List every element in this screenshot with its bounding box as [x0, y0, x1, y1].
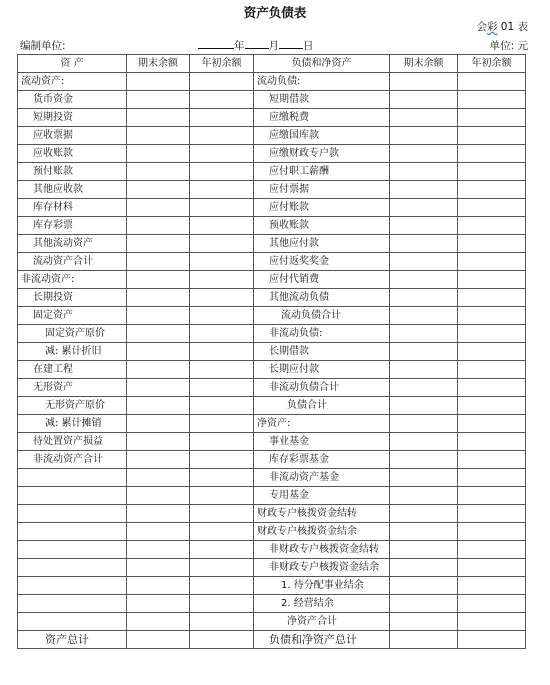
liability-opening-balance-cell[interactable]: [458, 145, 526, 163]
asset-ending-balance-cell[interactable]: [127, 145, 190, 163]
asset-ending-balance-cell[interactable]: [127, 613, 190, 631]
liability-ending-balance-cell[interactable]: [390, 505, 458, 523]
asset-opening-balance-cell[interactable]: [190, 523, 254, 541]
asset-ending-balance-cell[interactable]: [127, 487, 190, 505]
asset-opening-balance-cell[interactable]: [190, 181, 254, 199]
asset-ending-balance-cell[interactable]: [127, 343, 190, 361]
liability-item-label: 应缴财政专户款: [254, 145, 390, 163]
liability-ending-balance-cell[interactable]: [390, 217, 458, 235]
asset-opening-balance-cell[interactable]: [190, 361, 254, 379]
liability-opening-balance-cell[interactable]: [458, 181, 526, 199]
liability-item-label: 库存彩票基金: [254, 451, 390, 469]
asset-opening-balance-cell[interactable]: [190, 451, 254, 469]
liability-item-label: 非财政专户核拨资金结转: [254, 541, 390, 559]
asset-ending-balance-cell[interactable]: [127, 595, 190, 613]
asset-opening-balance-cell[interactable]: [190, 613, 254, 631]
liability-item-label: 财政专户核拨资金结转: [254, 505, 390, 523]
liability-ending-balance-cell[interactable]: [390, 469, 458, 487]
liability-ending-balance-cell[interactable]: [390, 397, 458, 415]
table-row: [18, 307, 526, 325]
liability-ending-balance-cell[interactable]: [390, 235, 458, 253]
liability-ending-balance-cell[interactable]: [390, 325, 458, 343]
liability-ending-balance-cell[interactable]: [390, 127, 458, 145]
table-row: [18, 433, 526, 451]
asset-item-label: 应收票据: [18, 127, 127, 145]
liability-item-label: 专用基金: [254, 487, 390, 505]
liability-item-label: 1. 待分配事业结余: [254, 577, 390, 595]
liability-ending-balance-cell[interactable]: [390, 199, 458, 217]
header-ending-balance: 期末余额: [390, 55, 458, 73]
asset-ending-balance-cell[interactable]: [127, 361, 190, 379]
liability-ending-balance-cell[interactable]: [390, 73, 458, 91]
asset-item-label: [18, 541, 127, 559]
asset-opening-balance-cell[interactable]: [190, 559, 254, 577]
header-assets: 资 产: [18, 55, 127, 73]
liability-opening-balance-cell[interactable]: [458, 397, 526, 415]
liability-ending-balance-cell[interactable]: [390, 343, 458, 361]
asset-opening-balance-cell[interactable]: [190, 73, 254, 91]
asset-ending-balance-cell[interactable]: [127, 289, 190, 307]
asset-ending-balance-cell[interactable]: [127, 451, 190, 469]
liability-opening-balance-cell[interactable]: [458, 577, 526, 595]
liability-ending-balance-cell[interactable]: [390, 181, 458, 199]
liability-ending-balance-cell[interactable]: [390, 613, 458, 631]
asset-opening-balance-cell[interactable]: [190, 91, 254, 109]
asset-opening-balance-cell[interactable]: [190, 505, 254, 523]
table-row: [18, 271, 526, 289]
liability-item-label: 非财政专户核拨资金结余: [254, 559, 390, 577]
table-row: [18, 397, 526, 415]
liability-opening-balance-cell[interactable]: [458, 325, 526, 343]
asset-opening-balance-cell[interactable]: [190, 487, 254, 505]
liability-item-label: 其他应付款: [254, 235, 390, 253]
liability-opening-balance-cell[interactable]: [458, 127, 526, 145]
liability-ending-balance-cell[interactable]: [390, 415, 458, 433]
header-opening-balance: 年初余额: [190, 55, 254, 73]
asset-ending-balance-cell[interactable]: [127, 127, 190, 145]
asset-item-label: 其他应收款: [18, 181, 127, 199]
asset-item-label: 减: 累计折旧: [18, 343, 127, 361]
asset-opening-balance-cell[interactable]: [190, 631, 254, 649]
asset-opening-balance-cell[interactable]: [190, 433, 254, 451]
table-row: [18, 487, 526, 505]
table-row: [18, 73, 526, 91]
liability-opening-balance-cell[interactable]: [458, 343, 526, 361]
asset-ending-balance-cell[interactable]: [127, 577, 190, 595]
asset-ending-balance-cell[interactable]: [127, 109, 190, 127]
asset-item-label: 库存彩票: [18, 217, 127, 235]
table-row: [18, 343, 526, 361]
liability-ending-balance-cell[interactable]: [390, 559, 458, 577]
asset-opening-balance-cell[interactable]: [190, 469, 254, 487]
liability-opening-balance-cell[interactable]: [458, 91, 526, 109]
table-row: [18, 523, 526, 541]
asset-item-label: 应收账款: [18, 145, 127, 163]
asset-ending-balance-cell[interactable]: [127, 217, 190, 235]
balance-sheet-table: [17, 54, 526, 649]
page-title: 资产负债表: [243, 5, 307, 20]
table-row: [18, 505, 526, 523]
asset-item-label: [18, 469, 127, 487]
asset-item-label: 流动资产:: [18, 73, 127, 91]
asset-opening-balance-cell[interactable]: [190, 397, 254, 415]
liability-ending-balance-cell[interactable]: [390, 577, 458, 595]
table-row: [18, 415, 526, 433]
liability-item-label: 流动负债合计: [254, 307, 390, 325]
liability-item-label: 净资产合计: [254, 613, 390, 631]
asset-ending-balance-cell[interactable]: [127, 163, 190, 181]
table-row: [18, 379, 526, 397]
asset-item-label: 减: 累计摊销: [18, 415, 127, 433]
asset-opening-balance-cell[interactable]: [190, 199, 254, 217]
liability-ending-balance-cell[interactable]: [390, 631, 458, 649]
asset-item-label: [18, 613, 127, 631]
table-row: [18, 253, 526, 271]
liability-item-label: 长期借款: [254, 343, 390, 361]
liability-item-label: 短期借款: [254, 91, 390, 109]
asset-ending-balance-cell[interactable]: [127, 235, 190, 253]
liability-opening-balance-cell[interactable]: [458, 253, 526, 271]
asset-opening-balance-cell[interactable]: [190, 577, 254, 595]
table-row: [18, 109, 526, 127]
liability-item-label: 应付票据: [254, 181, 390, 199]
liability-ending-balance-cell[interactable]: [390, 253, 458, 271]
liability-item-label: 非流动负债合计: [254, 379, 390, 397]
liability-item-label: 应付职工薪酬: [254, 163, 390, 181]
asset-opening-balance-cell[interactable]: [190, 325, 254, 343]
asset-ending-balance-cell[interactable]: [127, 271, 190, 289]
asset-ending-balance-cell[interactable]: [127, 325, 190, 343]
liability-opening-balance-cell[interactable]: [458, 487, 526, 505]
liability-ending-balance-cell[interactable]: [390, 361, 458, 379]
asset-ending-balance-cell[interactable]: [127, 181, 190, 199]
asset-opening-balance-cell[interactable]: [190, 127, 254, 145]
liability-item-label: 财政专户核拨资金结余: [254, 523, 390, 541]
asset-ending-balance-cell[interactable]: [127, 433, 190, 451]
table-row: [18, 595, 526, 613]
asset-ending-balance-cell[interactable]: [127, 253, 190, 271]
table-row: [18, 199, 526, 217]
table-row: [18, 289, 526, 307]
liability-item-label: 长期应付款: [254, 361, 390, 379]
header-ending-balance: 期末余额: [127, 55, 190, 73]
liability-item-label: 应付账款: [254, 199, 390, 217]
asset-ending-balance-cell[interactable]: [127, 73, 190, 91]
asset-item-label: [18, 577, 127, 595]
liability-ending-balance-cell[interactable]: [390, 271, 458, 289]
asset-ending-balance-cell[interactable]: [127, 505, 190, 523]
liability-item-label: 非流动负债:: [254, 325, 390, 343]
liability-item-label: 净资产:: [254, 415, 390, 433]
table-row: [18, 145, 526, 163]
asset-ending-balance-cell[interactable]: [127, 397, 190, 415]
liability-opening-balance-cell[interactable]: [458, 73, 526, 91]
header-opening-balance: 年初余额: [458, 55, 526, 73]
asset-item-label: [18, 487, 127, 505]
liability-item-label: 应缴税费: [254, 109, 390, 127]
liability-opening-balance-cell[interactable]: [458, 433, 526, 451]
asset-item-label: [18, 505, 127, 523]
asset-opening-balance-cell[interactable]: [190, 379, 254, 397]
liability-opening-balance-cell[interactable]: [458, 289, 526, 307]
asset-ending-balance-cell[interactable]: [127, 415, 190, 433]
liability-ending-balance-cell[interactable]: [390, 451, 458, 469]
liability-item-label: 2. 经营结余: [254, 595, 390, 613]
liability-opening-balance-cell[interactable]: [458, 217, 526, 235]
asset-opening-balance-cell[interactable]: [190, 145, 254, 163]
liability-ending-balance-cell[interactable]: [390, 163, 458, 181]
asset-opening-balance-cell[interactable]: [190, 235, 254, 253]
table-row: [18, 469, 526, 487]
liability-opening-balance-cell[interactable]: [458, 595, 526, 613]
asset-ending-balance-cell[interactable]: [127, 541, 190, 559]
asset-item-label: 无形资产原价: [18, 397, 127, 415]
liability-item-label: 非流动资产基金: [254, 469, 390, 487]
liability-opening-balance-cell[interactable]: [458, 199, 526, 217]
liability-opening-balance-cell[interactable]: [458, 163, 526, 181]
asset-item-label: 无形资产: [18, 379, 127, 397]
liability-opening-balance-cell[interactable]: [458, 505, 526, 523]
asset-ending-balance-cell[interactable]: [127, 307, 190, 325]
liability-opening-balance-cell[interactable]: [458, 271, 526, 289]
table-row: [18, 361, 526, 379]
liability-opening-balance-cell[interactable]: [458, 379, 526, 397]
liability-opening-balance-cell[interactable]: [458, 415, 526, 433]
liability-opening-balance-cell[interactable]: [458, 109, 526, 127]
liability-opening-balance-cell[interactable]: [458, 523, 526, 541]
liability-item-label: 负债和净资产总计: [254, 631, 390, 649]
liability-ending-balance-cell[interactable]: [390, 289, 458, 307]
liability-ending-balance-cell[interactable]: [390, 379, 458, 397]
header-row: [18, 55, 526, 73]
asset-item-label: 待处置资产损益: [18, 433, 127, 451]
asset-item-label: 货币资金: [18, 91, 127, 109]
liability-ending-balance-cell[interactable]: [390, 595, 458, 613]
liability-item-label: 应缴国库款: [254, 127, 390, 145]
liability-opening-balance-cell[interactable]: [458, 541, 526, 559]
liability-opening-balance-cell[interactable]: [458, 631, 526, 649]
asset-item-label: 库存材料: [18, 199, 127, 217]
asset-item-label: 流动资产合计: [18, 253, 127, 271]
asset-item-label: [18, 523, 127, 541]
asset-opening-balance-cell[interactable]: [190, 541, 254, 559]
asset-ending-balance-cell[interactable]: [127, 559, 190, 577]
asset-opening-balance-cell[interactable]: [190, 343, 254, 361]
liability-opening-balance-cell[interactable]: [458, 559, 526, 577]
asset-opening-balance-cell[interactable]: [190, 595, 254, 613]
liability-opening-balance-cell[interactable]: [458, 361, 526, 379]
asset-opening-balance-cell[interactable]: [190, 289, 254, 307]
asset-item-label: [18, 559, 127, 577]
asset-opening-balance-cell[interactable]: [190, 415, 254, 433]
liability-opening-balance-cell[interactable]: [458, 613, 526, 631]
table-row: [18, 631, 526, 649]
header-liabilities: 负债和净资产: [254, 55, 390, 73]
asset-item-label: 短期投资: [18, 109, 127, 127]
asset-item-label: 其他流动资产: [18, 235, 127, 253]
asset-ending-balance-cell[interactable]: [127, 199, 190, 217]
asset-item-label: 固定资产: [18, 307, 127, 325]
asset-ending-balance-cell[interactable]: [127, 379, 190, 397]
liability-ending-balance-cell[interactable]: [390, 433, 458, 451]
asset-item-label: 资产总计: [18, 631, 127, 649]
liability-ending-balance-cell[interactable]: [390, 523, 458, 541]
liability-item-label: 应付代销费: [254, 271, 390, 289]
asset-item-label: 非流动资产合计: [18, 451, 127, 469]
asset-item-label: 固定资产原价: [18, 325, 127, 343]
asset-opening-balance-cell[interactable]: [190, 109, 254, 127]
asset-opening-balance-cell[interactable]: [190, 217, 254, 235]
liability-ending-balance-cell[interactable]: [390, 145, 458, 163]
liability-item-label: 事业基金: [254, 433, 390, 451]
liability-ending-balance-cell[interactable]: [390, 91, 458, 109]
form-number: 会彩 01 表: [476, 21, 528, 33]
asset-item-label: 非流动资产:: [18, 271, 127, 289]
table-row: [18, 235, 526, 253]
table-row: [18, 181, 526, 199]
liability-ending-balance-cell[interactable]: [390, 541, 458, 559]
asset-opening-balance-cell[interactable]: [190, 253, 254, 271]
report-date: 年 月 日: [198, 38, 314, 53]
asset-opening-balance-cell[interactable]: [190, 271, 254, 289]
table-row: [18, 325, 526, 343]
asset-ending-balance-cell[interactable]: [127, 91, 190, 109]
table-row: [18, 127, 526, 145]
asset-item-label: 预付账款: [18, 163, 127, 181]
liability-opening-balance-cell[interactable]: [458, 451, 526, 469]
asset-item-label: 长期投资: [18, 289, 127, 307]
liability-item-label: 应付返奖奖金: [254, 253, 390, 271]
preparing-unit-label: 编制单位:: [20, 40, 66, 52]
liability-opening-balance-cell[interactable]: [458, 235, 526, 253]
table-row: [18, 91, 526, 109]
liability-opening-balance-cell[interactable]: [458, 307, 526, 325]
liability-item-label: 预收账款: [254, 217, 390, 235]
asset-ending-balance-cell[interactable]: [127, 469, 190, 487]
table-row: [18, 217, 526, 235]
liability-item-label: 负债合计: [254, 397, 390, 415]
liability-ending-balance-cell[interactable]: [390, 487, 458, 505]
table-row: [18, 613, 526, 631]
asset-item-label: [18, 595, 127, 613]
asset-opening-balance-cell[interactable]: [190, 307, 254, 325]
table-row: [18, 163, 526, 181]
asset-opening-balance-cell[interactable]: [190, 163, 254, 181]
liability-ending-balance-cell[interactable]: [390, 307, 458, 325]
table-row: [18, 559, 526, 577]
table-row: [18, 541, 526, 559]
asset-item-label: 在建工程: [18, 361, 127, 379]
table-row: [18, 451, 526, 469]
liability-ending-balance-cell[interactable]: [390, 109, 458, 127]
table-row: [18, 577, 526, 595]
liability-item-label: 流动负债:: [254, 73, 390, 91]
liability-item-label: 其他流动负债: [254, 289, 390, 307]
asset-ending-balance-cell[interactable]: [127, 523, 190, 541]
currency-unit: 单位: 元: [489, 40, 528, 52]
asset-ending-balance-cell[interactable]: [127, 631, 190, 649]
liability-opening-balance-cell[interactable]: [458, 469, 526, 487]
